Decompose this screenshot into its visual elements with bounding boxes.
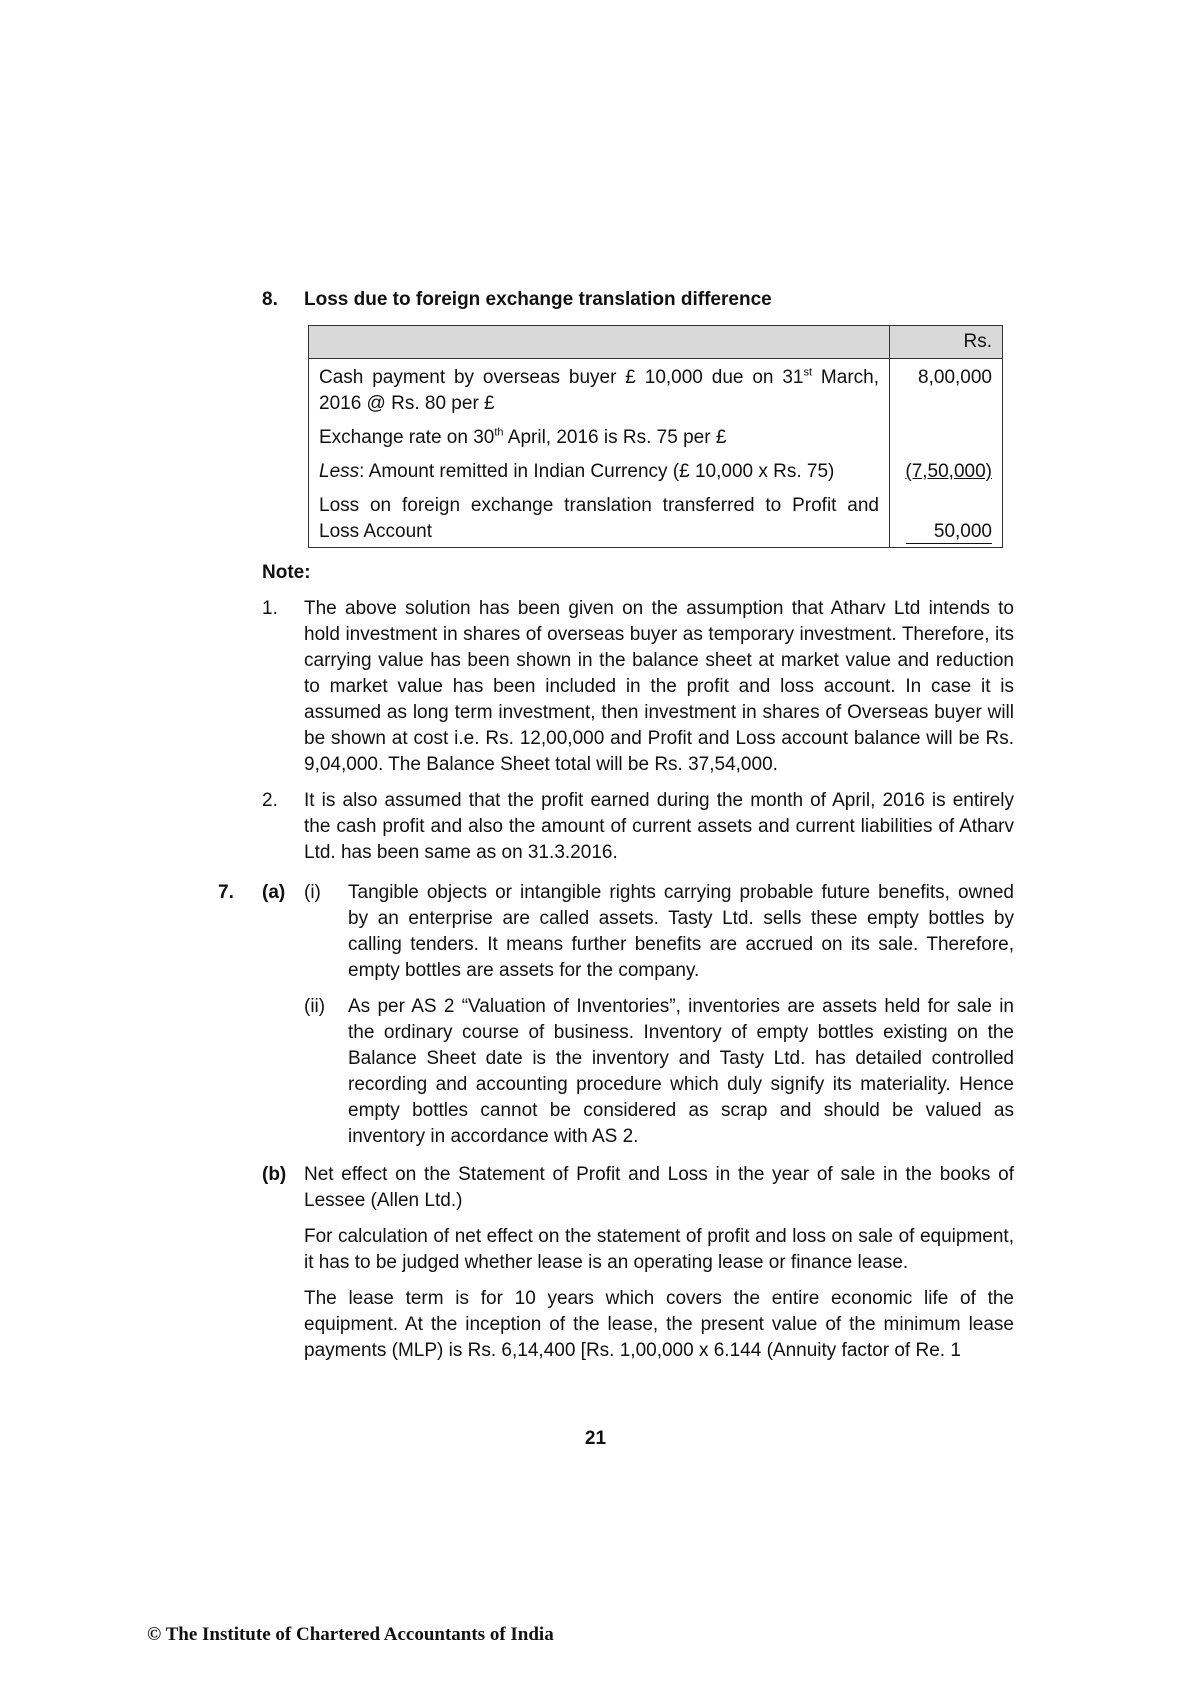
paragraph: Net effect on the Statement of Profit and Loss in the year of sale in the books of Lessee (Allen Ltd.): [304, 1164, 1014, 1211]
paragraph: For calculation of net effect on the statement of profit and loss on sale of equipment, it has to be judged whether lease is an operating lease or finance lease.: [304, 1226, 1014, 1273]
footer-copyright: © The Institute of Chartered Accountants of India: [147, 1624, 554, 1645]
note-list: [262, 596, 1014, 876]
note-heading: Note:: [262, 562, 311, 583]
row-amount: [890, 419, 1003, 453]
page-number: 21: [584, 1428, 607, 1449]
part-b: [304, 1162, 1014, 1374]
row-amount: (7,50,000): [890, 453, 1003, 487]
section-heading: [262, 289, 772, 311]
row-amount: 8,00,000: [890, 359, 1003, 420]
row-amount: 50,000: [890, 487, 1003, 548]
note-text: The above solution has been given on the assumption that Atharv Ltd intends to hold investment in shares of overseas buyer as temporary investment. Therefore, its carrying value has been shown in the balance sheet at market value and reduction to market value has been included in the profit and loss account. In case it is assumed as long term investment, then investment in shares of Overseas buyer will be shown at cost i.e. Rs. 12,00,000 and Profit and Loss account balance will be Rs. 9,04,000. The Balance Sheet total will be Rs. 37,54,000.: [304, 598, 1014, 775]
table-row: [309, 419, 1003, 453]
currency-header: Rs.: [890, 326, 1003, 359]
table-row: [309, 487, 1003, 548]
part-a-label: (a): [262, 882, 286, 903]
paragraph: The lease term is for 10 years which covers the entire economic life of the equipment. At the inception of the lease, the present value of the minimum lease payments (MLP) is Rs. 6,14,400 [Rs. 1,00,000 x 6.144 (Annuity factor of Re. 1: [304, 1288, 1014, 1361]
table-row: [309, 359, 1003, 420]
loss-table: [308, 325, 1003, 548]
section-title: Loss due to foreign exchange translation difference: [304, 289, 772, 310]
table-row: [309, 453, 1003, 487]
row-description: Exchange rate on 30th April, 2016 is Rs. 75 per £: [309, 419, 890, 453]
part-a: [304, 880, 1014, 1160]
header-blank-cell: [309, 326, 890, 359]
roman-numeral: (ii): [304, 996, 326, 1017]
note-number: 2.: [262, 790, 278, 811]
list-item: [262, 788, 1014, 866]
table-header-row: [309, 326, 1003, 359]
list-item: [304, 880, 1014, 984]
row-description: Less: Amount remitted in Indian Currency (£ 10,000 x Rs. 75): [309, 453, 890, 487]
answer-text: As per AS 2 “Valuation of Inventories”, inventories are assets held for sale in the ordinary course of business. Inventory of empty bottles existing on the Balance Sheet date is the inventory and Tasty Ltd. has detailed controlled recording and accounting procedure which duly signify its materiality. Hence empty bottles cannot be considered as scrap and should be valued as inventory in accordance with AS 2.: [348, 996, 1014, 1147]
question-number: 7.: [218, 882, 234, 903]
section-number: 8.: [262, 289, 278, 310]
answer-text: Tangible objects or intangible rights carrying probable future benefits, owned by an enterprise are called assets. Tasty Ltd. sells these empty bottles by calling tenders. It means further benefits are accrued on its sale. Therefore, empty bottles are assets for the company.: [348, 882, 1014, 981]
list-item: [262, 596, 1014, 778]
note-number: 1.: [262, 598, 278, 619]
row-description: Loss on foreign exchange translation transferred to Profit and Loss Account: [309, 487, 890, 548]
note-text: It is also assumed that the profit earned during the month of April, 2016 is entirely the cash profit and also the amount of current assets and current liabilities of Atharv Ltd. has been same as on 31.3.2016.: [304, 790, 1014, 863]
roman-numeral: (i): [304, 882, 321, 903]
row-description: Cash payment by overseas buyer £ 10,000 due on 31st March, 2016 @ Rs. 80 per £: [309, 359, 890, 420]
part-b-label: (b): [262, 1164, 287, 1185]
list-item: [304, 994, 1014, 1150]
